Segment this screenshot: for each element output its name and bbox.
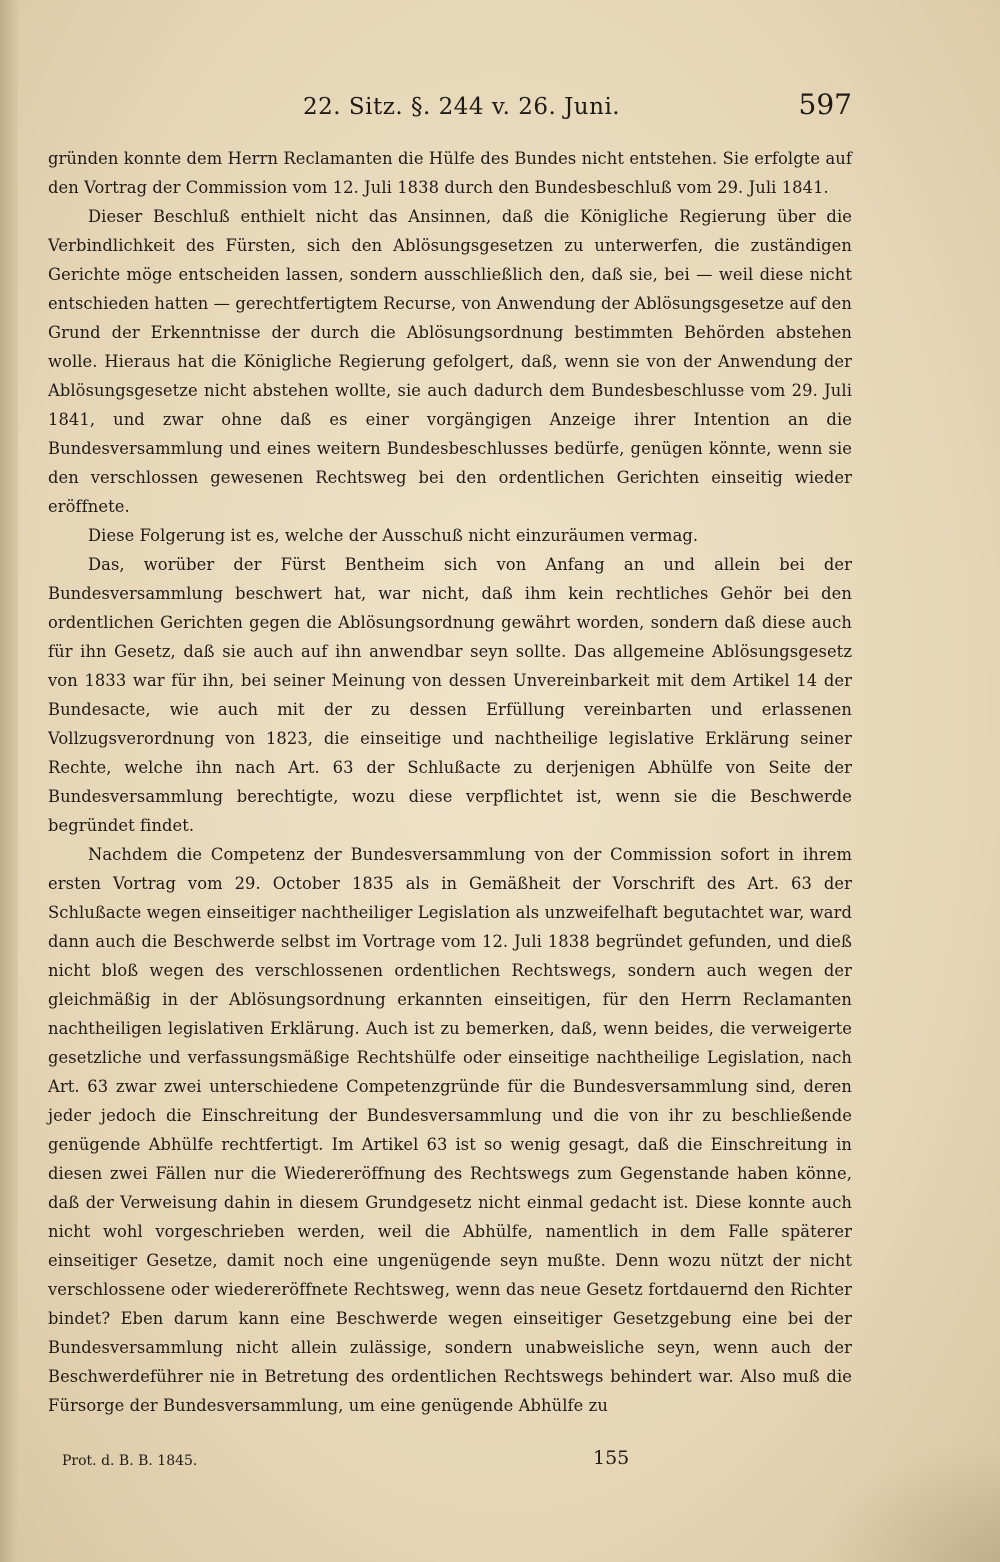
page-corner-shadow — [820, 1442, 1000, 1562]
page-spine-edge — [0, 0, 18, 1562]
signature-mark: 155 — [593, 1447, 630, 1469]
paragraph-5: Nachdem die Competenz der Bundesversammlung von der Commission sofort in ihrem ersten Vortrag vom 29. October 1835 als in Gemäßheit der Vorschrift des Art. 63 der Schlußacte wegen einseitiger nachtheiliger Legislation als unzweifelhaft begutachtet war, ward dann auch die Beschwerde selbst im Vortrage vom 12. Juli 1838 begründet gefunden, und dieß nicht bloß wegen des verschlossenen ordentlichen Rechtswegs, sondern auch wegen der gleichmäßig in der Ablösungsordnung erkannten einseitigen, für den Herrn Reclamanten nachtheiligen legislativen Erklärung. Auch ist zu bemerken, daß, wenn beides, die verweigerte gesetzliche und verfassungsmäßige Rechtshülfe oder einseitige nachtheilige Legislation, nach Art. 63 zwar zwei unterschiedene Competenzgründe für die Bundesversammlung sind, deren jeder jedoch die Einschreitung der Bundesversammlung und die von ihr zu beschließende genügende Abhülfe rechtfertigt. Im Artikel 63 ist so wenig gesagt, daß die Einschreitung in diesen zwei Fällen nur die Wiedereröffnung des Rechtswegs zum Gegenstande haben könne, daß der Verweisung dahin in diesem Grundgesetz nicht einmal gedacht ist. Diese konnte auch nicht wohl vorgeschrieben werden, weil die Abhülfe, namentlich in dem Falle späterer einseitiger Gesetze, damit noch eine ungenügende seyn mußte. Denn wozu nützt der nicht verschlossene oder wiedereröffnete Rechtsweg, wenn das neue Gesetz fortdauernd den Richter bindet? Eben darum kann eine Beschwerde wegen einseitiger Gesetzgebung eine bei der Bundesversammlung nicht allein zulässige, sondern unabweisliche seyn, wenn auch der Beschwerdeführer nie in Betretung des ordentlichen Rechtswegs behindert war. Also muß die Fürsorge der Bundesversammlung, um eine genügende Abhülfe zu — [48, 845, 852, 1415]
page-number: 597 — [798, 88, 852, 121]
paragraph-1: gründen konnte dem Herrn Reclamanten die Hülfe des Bundes nicht entstehen. Sie erfolgte auf den Vortrag der Commission vom 12. Juli 1838 durch den Bundesbeschluß vom 29. Juli 1841. — [48, 149, 852, 197]
body-text — [48, 144, 852, 1420]
printer-signature: Prot. d. B. B. 1845. — [62, 1453, 198, 1469]
paragraph-2: Dieser Beschluß enthielt nicht das Ansinnen, daß die Königliche Regierung über die Verbindlichkeit des Fürsten, sich den Ablösungsgesetzen zu unterwerfen, die zuständigen Gerichte möge entscheiden lassen, sondern ausschließlich den, daß sie, bei — weil diese nicht entschieden hatten — gerechtfertigtem Recurse, von Anwendung der Ablösungsgesetze auf den Grund der Erkenntnisse der durch die Ablösungsordnung bestimmten Behörden abstehen wolle. Hieraus hat die Königliche Regierung gefolgert, daß, wenn sie von der Anwendung der Ablösungsgesetze nicht abstehen wollte, sie auch dadurch dem Bundesbeschlusse vom 29. Juli 1841, und zwar ohne daß es einer vorgängigen Anzeige ihrer Intention an die Bundesversammlung und eines weitern Bundesbeschlusses bedürfe, genügen könnte, wenn sie den verschlossen gewesenen Rechtsweg bei den ordentlichen Gerichten einseitig wieder eröffnete. — [48, 207, 852, 516]
paragraph-4: Das, worüber der Fürst Bentheim sich von Anfang an und allein bei der Bundesversammlung beschwert hat, war nicht, daß ihm kein rechtliches Gehör bei den ordentlichen Gerichten gegen die Ablösungsordnung gewährt worden, sondern daß diese auch für ihn Gesetz, daß sie auch auf ihn anwendbar seyn sollte. Das allgemeine Ablösungsgesetz von 1833 war für ihn, bei seiner Meinung von dessen Unvereinbarkeit mit dem Artikel 14 der Bundesacte, wie auch mit der zu dessen Erfüllung vereinbarten und erlassenen Vollzugsverordnung von 1823, die einseitige und nachtheilige legislative Erklärung seiner Rechte, welche ihn nach Art. 63 der Schlußacte zu derjenigen Abhülfe von Seite der Bundesversammlung berechtigte, wozu diese verpflichtet ist, wenn sie die Beschwerde begründet findet. — [48, 555, 852, 835]
page-footer — [48, 1447, 852, 1477]
running-head: 22. Sitz. §. 244 v. 26. Juni. — [303, 94, 621, 120]
page-header — [48, 88, 852, 128]
paragraph-3: Diese Folgerung ist es, welche der Ausschuß nicht einzuräumen vermag. — [88, 526, 699, 545]
